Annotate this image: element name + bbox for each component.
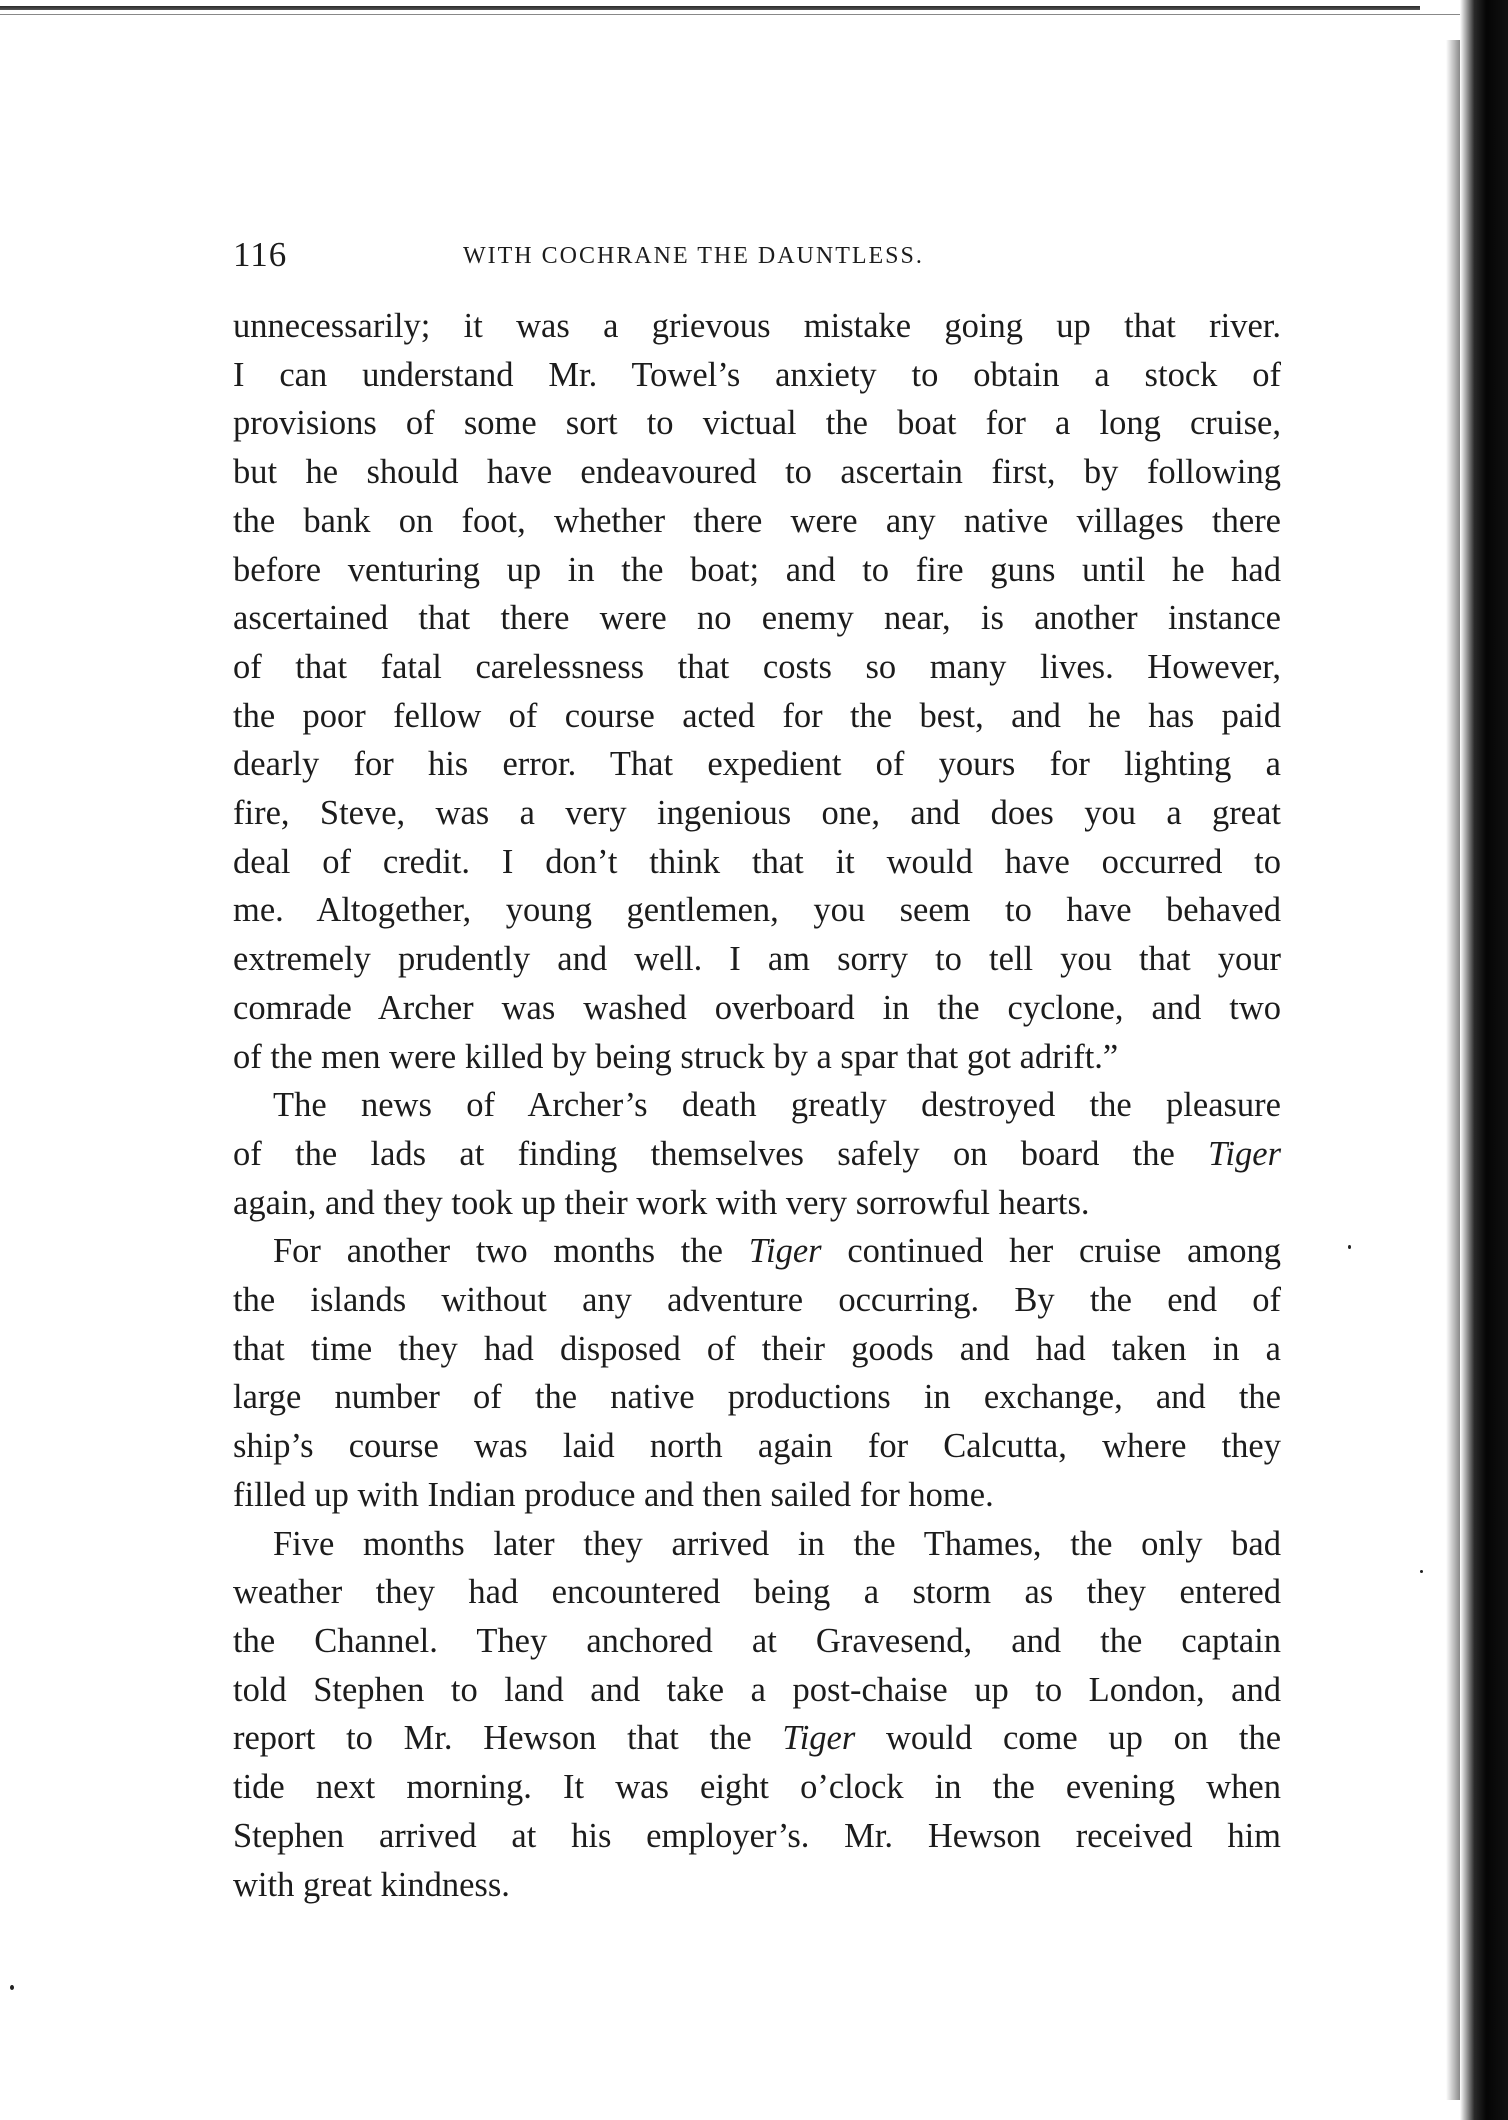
text-line: ship’s course was laid north again for Calcutta, where they [233, 1427, 1281, 1466]
ship-name: Tiger [1208, 1134, 1281, 1173]
text-line: Five months later they arrived in the Thames, the only bad [273, 1524, 1281, 1563]
text-line [233, 1227, 1281, 1276]
text-line: tide next morning. It was eight o’clock in the evening when [233, 1768, 1281, 1807]
text-line: that time they had disposed of their goods and had taken in a [233, 1329, 1281, 1368]
text-line: told Stephen to land and take a post-chaise up to London, and [233, 1670, 1281, 1709]
text-line: but he should have endeavoured to ascertain first, by following [233, 453, 1281, 492]
text-line: ascertained that there were no enemy near, is another instance [233, 599, 1281, 638]
text-segment: of the lads at finding themselves safely on board the [233, 1134, 1209, 1173]
text-line: provisions of some sort to victual the boat for a long cruise, [233, 404, 1281, 443]
text-line: weather they had encountered being a storm as they entered [233, 1573, 1281, 1612]
text-line [233, 1714, 1281, 1763]
scan-speck [1348, 1245, 1351, 1249]
text-line: the Channel. They anchored at Gravesend, and the captain [233, 1621, 1281, 1660]
text-line: the bank on foot, whether there were any native villages there [233, 501, 1281, 540]
text-line: deal of credit. I don’t think that it would have occurred to [233, 842, 1281, 881]
text-line: of that fatal carelessness that costs so many lives. However, [233, 647, 1281, 686]
ship-name: Tiger [748, 1232, 822, 1271]
text-line: dearly for his e​r​ror. That expedient of yours for lighting a [233, 745, 1281, 784]
text-segment: report to Mr. Hewson that the [233, 1719, 783, 1758]
text-line: unnecessarily; it was a grievous mistake going up that river. [233, 307, 1281, 345]
text-line: the poor fellow of course acted for the best, and he has paid [233, 696, 1281, 735]
text-line: I can understand Mr. Towel’s anxiety to obtain a stock of [233, 355, 1281, 394]
text-line: before venturing up in the boat; and to fire guns until he had [233, 550, 1281, 589]
binding-shadow [1446, 40, 1460, 2100]
scan-top-rule [0, 6, 1420, 10]
text-line: large number of the native productions in exchange, and the [233, 1378, 1281, 1417]
text-line: filled up with Indian produce and then sailed for home. [233, 1475, 994, 1514]
text-segment: For another two months the [273, 1232, 749, 1271]
body-text [233, 302, 1281, 1909]
text-line: me. Altogether, young gentlemen, you seem to have behaved [233, 891, 1281, 930]
text-line: fire, Steve, was a very ingenious one, and does you a great [233, 794, 1281, 833]
text-line: extremely prudently and well. I am sorry to tell you that your [233, 940, 1281, 979]
paragraph-3 [233, 1227, 1281, 1519]
page-number: 116 [233, 235, 288, 274]
paragraph-4 [233, 1520, 1281, 1910]
text-line [233, 1130, 1281, 1179]
text-line: comrade Archer was washed overboard in the cyclone, and two [233, 988, 1281, 1027]
text-line: of the men were killed by being struck by a spar that got adrift.” [233, 1037, 1119, 1076]
text-line: Stephen arrived at his employer’s. Mr. Hewson received him [233, 1816, 1281, 1855]
scan-top-rule-thin [0, 14, 1480, 15]
text-segment: continued her cruise among [821, 1232, 1281, 1271]
running-head: WITH COCHRANE THE DAUNTLESS. [463, 243, 924, 269]
text-line: with great kindness. [233, 1865, 510, 1904]
scan-speck [1420, 1570, 1423, 1573]
text-segment: would come up on the [855, 1719, 1282, 1758]
text-line: again, and they took up their work with very sorrowful hearts. [233, 1183, 1090, 1222]
text-line: the islands without any adventure occurring. By the end of [233, 1281, 1281, 1320]
ship-name: Tiger [782, 1719, 856, 1758]
paragraph-2 [233, 1081, 1281, 1227]
binding-edge [1460, 0, 1508, 2120]
scan-speck [10, 1985, 14, 1990]
page-header [233, 235, 1281, 285]
paragraph-1 [233, 302, 1281, 1081]
text-line: The news of Archer’s death greatly destroyed the pleasure [273, 1086, 1281, 1125]
